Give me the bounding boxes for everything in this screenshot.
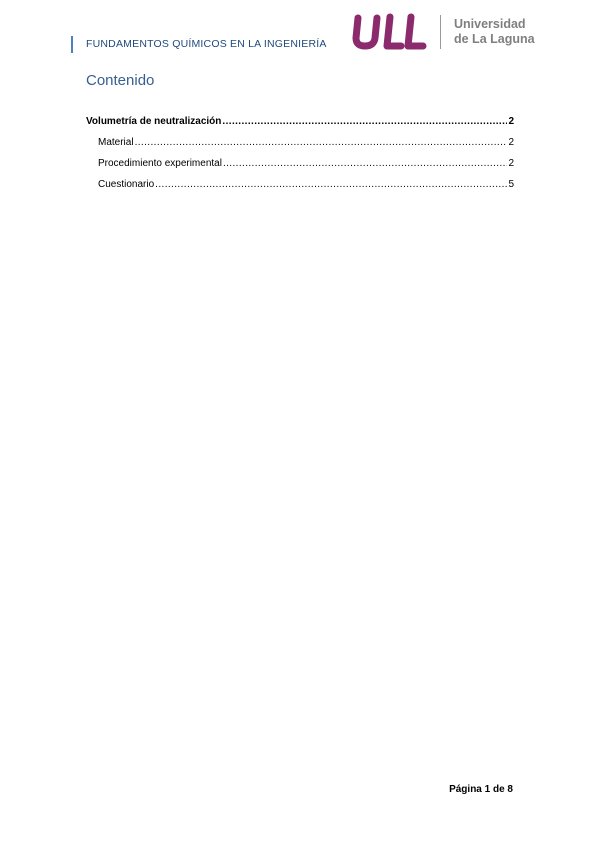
logo-divider bbox=[440, 15, 441, 49]
toc-entry[interactable] bbox=[86, 116, 514, 137]
toc-entry-label: Cuestionario bbox=[98, 179, 155, 190]
table-of-contents bbox=[86, 116, 514, 200]
toc-entry[interactable] bbox=[86, 158, 514, 179]
toc-entry[interactable] bbox=[86, 179, 514, 200]
toc-heading: Contenido bbox=[86, 72, 155, 89]
toc-entry-page: 5 bbox=[508, 179, 514, 190]
toc-dot-leader bbox=[155, 179, 507, 190]
toc-entry-page: 2 bbox=[508, 137, 514, 148]
logo-text-line2: de La Laguna bbox=[454, 32, 535, 46]
toc-entry-page: 2 bbox=[508, 116, 514, 127]
logo-text-line1: Universidad bbox=[454, 17, 526, 31]
toc-entry-page: 2 bbox=[508, 158, 514, 169]
toc-entry-label: Volumetría de neutralización bbox=[86, 116, 222, 127]
toc-entry[interactable] bbox=[86, 137, 514, 158]
toc-dot-leader bbox=[222, 116, 507, 127]
page-number-footer: Página 1 de 8 bbox=[449, 784, 513, 795]
ull-logo-mark bbox=[352, 12, 434, 52]
header-accent-bar bbox=[71, 36, 73, 53]
toc-entry-label: Procedimiento experimental bbox=[98, 158, 222, 169]
header-title: FUNDAMENTOS QUÍMICOS EN LA INGENIERÍA bbox=[86, 38, 327, 50]
toc-dot-leader bbox=[223, 158, 507, 169]
logo-text bbox=[454, 17, 535, 47]
toc-dot-leader bbox=[135, 137, 508, 148]
university-logo bbox=[352, 12, 542, 56]
toc-entry-label: Material bbox=[98, 137, 134, 148]
